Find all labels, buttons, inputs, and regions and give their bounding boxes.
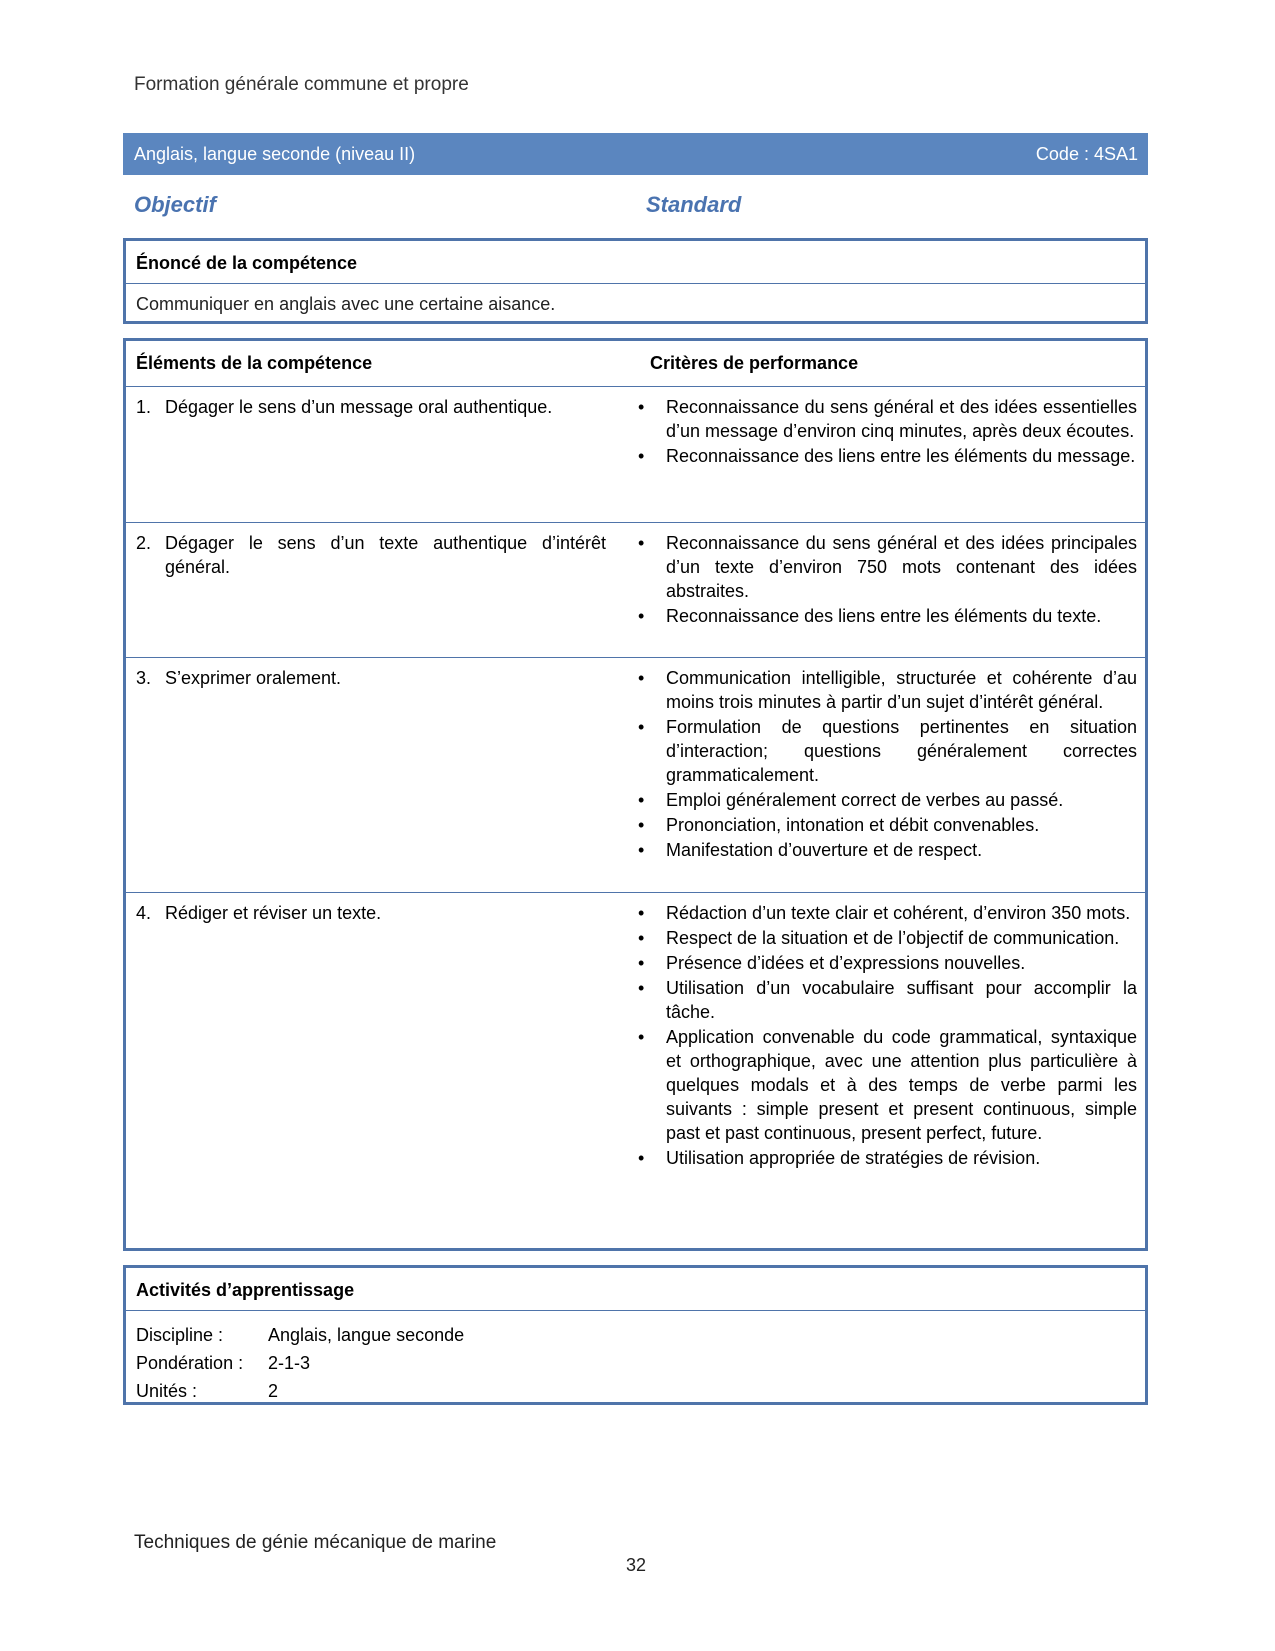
enonce-box (123, 238, 1148, 324)
activities-box (123, 1265, 1148, 1405)
elements-column-heading: Éléments de la compétence (136, 353, 373, 373)
enonce-text: Communiquer en anglais avec une certaine aisance. (136, 294, 556, 314)
table-row (126, 658, 1145, 893)
bullet-icon: • (638, 668, 645, 688)
element-number: 2. (136, 533, 152, 553)
ponderation-label: Pondération : (136, 1353, 244, 1373)
list-item: • Communication intelligible, structurée et cohérente d’au moins trois minutes à partir d’un sujet d’intérêt général. (638, 668, 1137, 712)
bullet-icon: • (638, 606, 645, 626)
bullet-icon: • (638, 533, 645, 553)
bullet-icon: • (638, 903, 645, 923)
discipline-label: Discipline : (136, 1325, 224, 1345)
course-code: Code : 4SA1 (1035, 143, 1138, 164)
list-item: • Reconnaissance des liens entre les éléments du message. (638, 446, 1136, 466)
footer-program: Techniques de génie mécanique de marine (134, 1532, 497, 1553)
bullet-icon: • (638, 717, 645, 737)
list-item: • Prononciation, intonation et débit convenables. (638, 815, 1040, 835)
course-title: Anglais, langue seconde (niveau II) (134, 143, 416, 164)
list-item: • Reconnaissance des liens entre les éléments du texte. (638, 606, 1102, 626)
bullet-icon: • (638, 928, 645, 948)
program-header: Formation générale commune et propre (134, 74, 469, 95)
bullet-icon: • (638, 446, 645, 466)
activities-heading: Activités d’apprentissage (126, 1268, 1145, 1311)
unites-label: Unités : (136, 1381, 198, 1401)
unites-value: 2 (268, 1381, 279, 1401)
list-item: • Respect de la situation et de l’objectif de communication. (638, 928, 1120, 948)
criteria-column-heading: Critères de performance (650, 353, 859, 373)
element-text: Dégager le sens d’un texte authentique d’intérêt général. (165, 533, 606, 577)
list-item: • Rédaction d’un texte clair et cohérent, d’environ 350 mots. (638, 903, 1131, 923)
bullet-icon: • (638, 397, 645, 417)
list-item: • Application convenable du code grammatical, syntaxique et orthographique, avec une attention plus particulière à quelques modals et à des temps de verbe parmi les suivants : simple present et present continuous, simple past et past continuous, present perfect, future. (638, 1027, 1137, 1143)
ponderation-value: 2-1-3 (268, 1353, 311, 1373)
element-text: S’exprimer oralement. (165, 668, 342, 688)
element-number: 4. (136, 903, 152, 923)
element-text: Rédiger et réviser un texte. (165, 903, 382, 923)
bullet-icon: • (638, 953, 645, 973)
bullet-icon: • (638, 790, 645, 810)
list-item: • Emploi généralement correct de verbes au passé. (638, 790, 1064, 810)
list-item: • Formulation de questions pertinentes en situation d’interaction; questions généralement correctes grammaticalement. (638, 717, 1137, 785)
table-row (126, 387, 1145, 523)
bullet-icon: • (638, 815, 645, 835)
element-number: 1. (136, 397, 152, 417)
discipline-value: Anglais, langue seconde (268, 1325, 465, 1345)
page-number: 32 (626, 1555, 647, 1575)
course-title-bar (123, 133, 1148, 175)
standard-heading: Standard (646, 192, 742, 217)
element-number: 3. (136, 668, 152, 688)
list-item: • Utilisation appropriée de stratégies de révision. (638, 1148, 1041, 1168)
table-row (126, 523, 1145, 658)
list-item: • Reconnaissance du sens général et des idées essentielles d’un message d’environ cinq minutes, après deux écoutes. (638, 397, 1137, 441)
bullet-icon: • (638, 840, 645, 860)
course-meta (126, 1311, 1145, 1405)
elements-table-header (126, 341, 1145, 387)
objectif-heading: Objectif (134, 192, 216, 217)
table-row (126, 893, 1145, 1248)
bullet-icon: • (638, 1027, 645, 1047)
list-item: • Présence d’idées et d’expressions nouvelles. (638, 953, 1026, 973)
elements-table (123, 338, 1148, 1251)
list-item: • Manifestation d’ouverture et de respect. (638, 840, 983, 860)
list-item: • Utilisation d’un vocabulaire suffisant pour accomplir la tâche. (638, 978, 1137, 1022)
list-item: • Reconnaissance du sens général et des idées principales d’un texte d’environ 750 mots contenant des idées abstraites. (638, 533, 1137, 601)
bullet-icon: • (638, 1148, 645, 1168)
bullet-icon: • (638, 978, 645, 998)
element-text: Dégager le sens d’un message oral authentique. (165, 397, 553, 417)
enonce-heading: Énoncé de la compétence (126, 241, 1145, 284)
